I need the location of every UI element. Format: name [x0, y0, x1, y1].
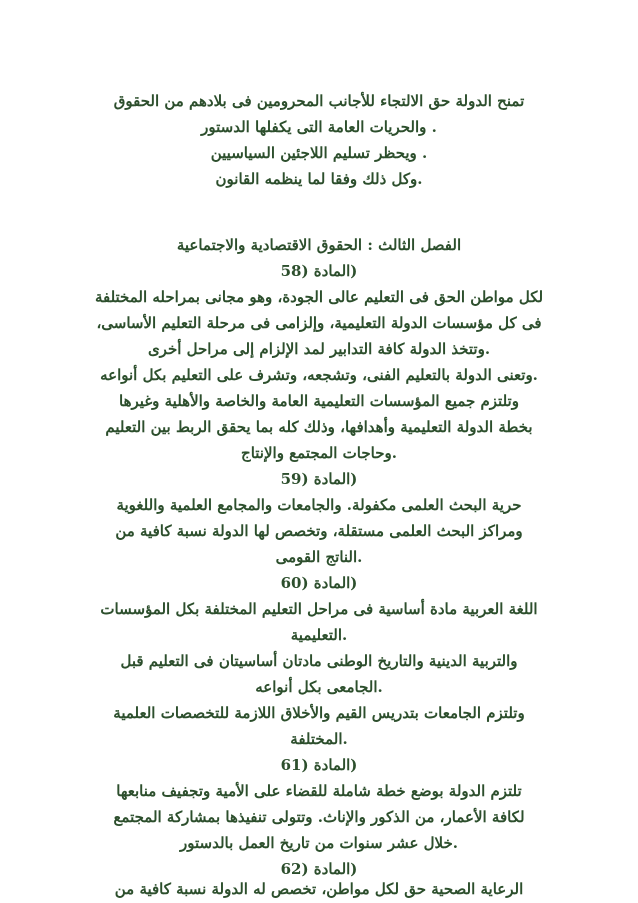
article-58-line-1: لكل مواطن الحق فى التعليم عالى الجودة، وهو مجانى بمراحله المختلفة: [94, 288, 544, 306]
article-58-line-4: .وتعنى الدولة بالتعليم الفنى، وتشجعه، وتشرف على التعليم بكل أنواعه: [100, 366, 538, 384]
article-61-line-2: لكافة الأعمار، من الذكور والإناث. وتتولى تنفيذها بمشاركة المجتمع: [113, 808, 525, 826]
article-60-line-2: .التعليمية: [290, 626, 348, 644]
chapter-title: الفصل الثالث : الحقوق الاقتصادية والاجتماعية: [176, 236, 462, 254]
article-60-line-1: اللغة العربية مادة أساسية فى مراحل التعليم المختلفة بكل المؤسسات: [100, 600, 538, 618]
article-58-line-7: .وحاجات المجتمع والإنتاج: [241, 444, 397, 462]
intro-line-2: . والحريات العامة التى يكفلها الدستور: [201, 118, 437, 136]
article-62-line-1: الرعاية الصحية حق لكل مواطن، تخصص له الدولة نسبة كافية من: [114, 880, 524, 898]
article-59-line-2: ومراكز البحث العلمى مستقلة، وتخصص لها الدولة نسبة كافية من: [115, 522, 523, 540]
article-58-line-2: فى كل مؤسسات الدولة التعليمية، وإلزامى فى مرحلة التعليم الأساسى،: [96, 314, 542, 332]
article-61-line-3: .خلال عشر سنوات من تاريخ العمل بالدستور: [180, 834, 458, 852]
article-60-line-6: .المختلفة: [290, 730, 348, 748]
article-60-heading: (المادة (60: [280, 574, 358, 592]
article-60-line-4: .الجامعى بكل أنواعه: [255, 678, 383, 696]
article-59-line-3: .الناتج القومى: [275, 548, 363, 566]
article-58-line-5: وتلتزم جميع المؤسسات التعليمية العامة والخاصة والأهلية وغيرها: [119, 392, 519, 410]
article-61-line-1: تلتزم الدولة بوضع خطة شاملة للقضاء على الأمية وتجفيف منابعها: [116, 782, 522, 800]
article-60-line-3: والتربية الدينية والتاريخ الوطنى مادتان أساسيتان فى التعليم قبل: [120, 652, 518, 670]
intro-line-3: . ويحظر تسليم اللاجئين السياسيين: [210, 144, 428, 162]
article-62-heading: (المادة (62: [280, 860, 358, 878]
article-58-heading: (المادة (58: [280, 262, 358, 280]
article-61-heading: (المادة (61: [280, 756, 358, 774]
article-59-heading: (المادة (59: [280, 470, 358, 488]
article-58-line-3: .وتتخذ الدولة كافة التدابير لمد الإلزام إلى مراحل أخرى: [147, 340, 491, 358]
article-58-line-6: بخطة الدولة التعليمية وأهدافها، وذلك كله بما يحقق الربط بين التعليم: [105, 418, 533, 436]
intro-line-1: تمنح الدولة حق الالتجاء للأجانب المحرومين فى بلادهم من الحقوق: [113, 92, 525, 110]
intro-line-4: .وكل ذلك وفقا لما ينظمه القانون: [215, 170, 423, 188]
article-60-line-5: وتلتزم الجامعات بتدريس القيم والأخلاق اللازمة للتخصصات العلمية: [113, 704, 525, 722]
article-59-line-1: حرية البحث العلمى مكفولة. والجامعات والمجامع العلمية واللغوية: [116, 496, 522, 514]
